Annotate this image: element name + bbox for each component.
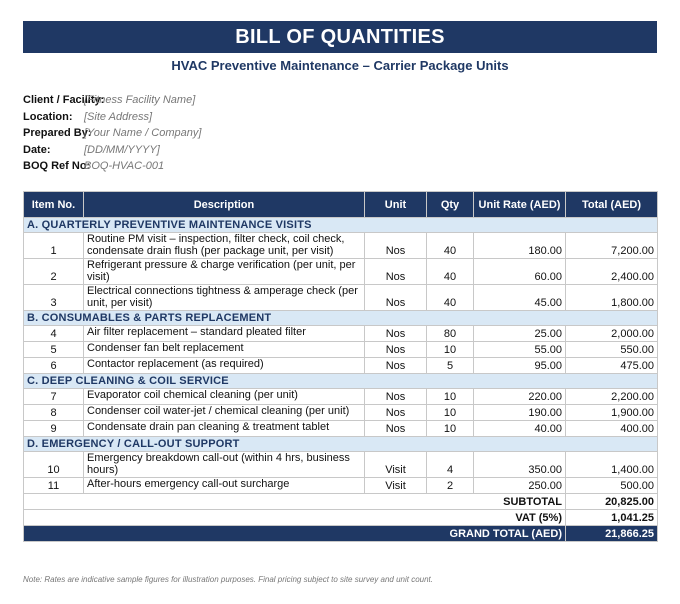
item-description: Condenser coil water-jet / chemical cleaning (per unit)	[84, 405, 365, 421]
table-summary	[24, 494, 658, 542]
item-total: 550.00	[566, 342, 658, 358]
section-header-row	[24, 374, 658, 389]
item-qty: 4	[427, 452, 474, 478]
item-unit-rate: 180.00	[474, 233, 566, 259]
item-description: Evaporator coil chemical cleaning (per unit)	[84, 389, 365, 405]
item-number: 9	[24, 421, 84, 437]
column-header-total: Total (AED)	[566, 192, 658, 218]
table-row	[24, 342, 658, 358]
item-number: 8	[24, 405, 84, 421]
section-header-row	[24, 311, 658, 326]
vat-label: VAT (5%)	[24, 510, 566, 526]
meta-value: [DD/MM/YYYY]	[84, 143, 160, 156]
item-total: 7,200.00	[566, 233, 658, 259]
column-header-qty: Qty	[427, 192, 474, 218]
item-number: 10	[24, 452, 84, 478]
grand-total-label: GRAND TOTAL (AED)	[24, 526, 566, 542]
grand-total-value: 21,866.25	[566, 526, 658, 542]
document-title: BILL OF QUANTITIES	[23, 21, 657, 53]
item-unit: Nos	[365, 421, 427, 437]
item-unit-rate: 60.00	[474, 259, 566, 285]
item-unit: Nos	[365, 259, 427, 285]
meta-row-client	[23, 92, 201, 109]
vat-value: 1,041.25	[566, 510, 658, 526]
meta-value: [Site Address]	[84, 110, 153, 123]
item-description: After-hours emergency call-out surcharge	[84, 478, 365, 494]
item-total: 400.00	[566, 421, 658, 437]
item-total: 475.00	[566, 358, 658, 374]
column-header-item-no: Item No.	[24, 192, 84, 218]
item-unit: Nos	[365, 389, 427, 405]
item-number: 4	[24, 326, 84, 342]
item-description: Contactor replacement (as required)	[84, 358, 365, 374]
item-total: 2,000.00	[566, 326, 658, 342]
meta-label: BOQ Ref No:	[23, 160, 91, 173]
item-unit: Nos	[365, 285, 427, 311]
section-title: A. QUARTERLY PREVENTIVE MAINTENANCE VISITS	[24, 218, 658, 233]
item-description: Routine PM visit – inspection, filter check, coil check, condensate drain flush (per package unit, per visit)	[84, 233, 365, 259]
column-header-unit: Unit	[365, 192, 427, 218]
item-qty: 10	[427, 342, 474, 358]
section-header-row	[24, 218, 658, 233]
item-total: 2,400.00	[566, 259, 658, 285]
table-row	[24, 405, 658, 421]
item-qty: 5	[427, 358, 474, 374]
item-unit-rate: 55.00	[474, 342, 566, 358]
table-row	[24, 389, 658, 405]
item-description: Refrigerant pressure & charge verification (per unit, per visit)	[84, 259, 365, 285]
item-number: 7	[24, 389, 84, 405]
item-unit-rate: 250.00	[474, 478, 566, 494]
subtotal-row	[24, 494, 658, 510]
section-header-row	[24, 437, 658, 452]
section-title: C. DEEP CLEANING & COIL SERVICE	[24, 374, 658, 389]
item-qty: 80	[427, 326, 474, 342]
meta-value: [Your Name / Company]	[84, 127, 202, 140]
item-qty: 40	[427, 259, 474, 285]
item-unit-rate: 40.00	[474, 421, 566, 437]
meta-row-date	[23, 142, 201, 159]
item-number: 1	[24, 233, 84, 259]
table-body	[24, 218, 658, 494]
subtotal-value: 20,825.00	[566, 494, 658, 510]
item-unit: Visit	[365, 452, 427, 478]
vat-row	[24, 510, 658, 526]
item-description: Condenser fan belt replacement	[84, 342, 365, 358]
item-number: 11	[24, 478, 84, 494]
item-unit-rate: 95.00	[474, 358, 566, 374]
item-qty: 40	[427, 233, 474, 259]
item-total: 2,200.00	[566, 389, 658, 405]
meta-label: Date:	[23, 143, 51, 156]
footnote: Note: Rates are indicative sample figures for illustration purposes. Final pricing subject to site survey and unit count.	[23, 575, 433, 584]
meta-value: BOQ-HVAC-001	[84, 160, 165, 173]
item-unit: Nos	[365, 405, 427, 421]
meta-value: [Fitness Facility Name]	[84, 94, 196, 107]
item-number: 3	[24, 285, 84, 311]
item-total: 1,800.00	[566, 285, 658, 311]
item-unit: Nos	[365, 342, 427, 358]
item-description: Air filter replacement – standard pleated filter	[84, 326, 365, 342]
item-description: Emergency breakdown call-out (within 4 hrs, business hours)	[84, 452, 365, 478]
table-row	[24, 452, 658, 478]
item-total: 1,400.00	[566, 452, 658, 478]
item-total: 1,900.00	[566, 405, 658, 421]
item-qty: 10	[427, 405, 474, 421]
item-description: Electrical connections tightness & amperage check (per unit, per visit)	[84, 285, 365, 311]
table-row	[24, 259, 658, 285]
header-row	[24, 192, 658, 218]
table-row	[24, 358, 658, 374]
table-row	[24, 233, 658, 259]
grand-total-row	[24, 526, 658, 542]
item-unit-rate: 350.00	[474, 452, 566, 478]
table-row	[24, 421, 658, 437]
item-number: 6	[24, 358, 84, 374]
column-header-description: Description	[84, 192, 365, 218]
item-description: Condensate drain pan cleaning & treatment tablet	[84, 421, 365, 437]
meta-label: Client / Facility:	[23, 94, 105, 107]
table-row	[24, 326, 658, 342]
item-unit-rate: 25.00	[474, 326, 566, 342]
item-number: 2	[24, 259, 84, 285]
item-unit: Nos	[365, 358, 427, 374]
item-unit: Visit	[365, 478, 427, 494]
item-total: 500.00	[566, 478, 658, 494]
boq-table	[23, 191, 658, 542]
meta-label: Prepared By:	[23, 127, 92, 140]
table-row	[24, 478, 658, 494]
item-unit-rate: 45.00	[474, 285, 566, 311]
item-qty: 10	[427, 421, 474, 437]
item-unit: Nos	[365, 326, 427, 342]
item-qty: 40	[427, 285, 474, 311]
section-title: B. CONSUMABLES & PARTS REPLACEMENT	[24, 311, 658, 326]
meta-row-prepared-by	[23, 125, 201, 142]
column-header-unit-rate: Unit Rate (AED)	[474, 192, 566, 218]
meta-label: Location:	[23, 110, 73, 123]
meta-row-location	[23, 109, 201, 126]
item-qty: 2	[427, 478, 474, 494]
item-unit-rate: 220.00	[474, 389, 566, 405]
section-title: D. EMERGENCY / CALL-OUT SUPPORT	[24, 437, 658, 452]
table-header	[24, 192, 658, 218]
item-unit: Nos	[365, 233, 427, 259]
item-number: 5	[24, 342, 84, 358]
table-row	[24, 285, 658, 311]
document-subtitle: HVAC Preventive Maintenance – Carrier Package Units	[171, 58, 509, 73]
meta-row-ref-no	[23, 158, 201, 175]
item-qty: 10	[427, 389, 474, 405]
project-details	[23, 92, 201, 175]
subtotal-label: SUBTOTAL	[24, 494, 566, 510]
item-unit-rate: 190.00	[474, 405, 566, 421]
